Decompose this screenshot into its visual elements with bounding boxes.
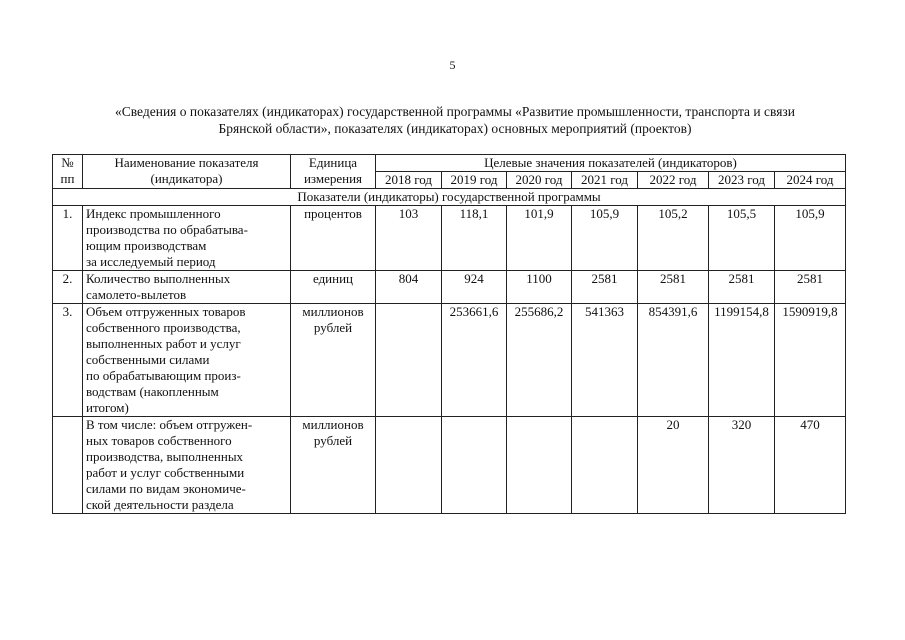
document-heading — [60, 103, 850, 137]
table-row — [53, 271, 846, 304]
value-cell: 2581 — [709, 271, 775, 304]
indicator-name: Объем отгруженных товаров собственного производства, выполненных работ и услуг собственными силами по обрабатывающим произ- водствам (накопленным итогом) — [83, 304, 291, 417]
value-cell: 105,9 — [775, 206, 846, 271]
value-cell: 103 — [376, 206, 442, 271]
indicator-name: Количество выполненных самолето-вылетов — [83, 271, 291, 304]
header-year: 2020 год — [507, 172, 572, 189]
header-year: 2018 год — [376, 172, 442, 189]
header-year: 2023 год — [709, 172, 775, 189]
value-cell — [376, 417, 442, 514]
value-cell — [572, 417, 638, 514]
heading-line-2: Брянской области», показателях (индикаторах) основных мероприятий (проектов) — [218, 121, 692, 136]
table-row — [53, 417, 846, 514]
value-cell: 2581 — [572, 271, 638, 304]
header-unit: Единица измерения — [291, 155, 376, 189]
header-name: Наименование показателя (индикатора) — [83, 155, 291, 189]
header-year: 2019 год — [442, 172, 507, 189]
value-cell: 105,9 — [572, 206, 638, 271]
row-number: 2. — [53, 271, 83, 304]
value-cell: 101,9 — [507, 206, 572, 271]
row-number: 3. — [53, 304, 83, 417]
header-row-1 — [53, 155, 846, 172]
row-number: 1. — [53, 206, 83, 271]
value-cell: 1100 — [507, 271, 572, 304]
header-num: № пп — [53, 155, 83, 189]
value-cell — [507, 417, 572, 514]
indicator-unit: единиц — [291, 271, 376, 304]
table-row — [53, 206, 846, 271]
row-number — [53, 417, 83, 514]
heading-line-1: «Сведения о показателях (индикаторах) государственной программы «Развитие промышленности, транспорта и связи — [115, 104, 795, 119]
header-targets: Целевые значения показателей (индикаторов) — [376, 155, 846, 172]
value-cell: 118,1 — [442, 206, 507, 271]
indicators-table — [52, 154, 846, 514]
section-row — [53, 189, 846, 206]
header-year: 2024 год — [775, 172, 846, 189]
indicator-unit: миллионов рублей — [291, 304, 376, 417]
value-cell: 541363 — [572, 304, 638, 417]
indicator-unit: миллионов рублей — [291, 417, 376, 514]
value-cell: 924 — [442, 271, 507, 304]
value-cell: 470 — [775, 417, 846, 514]
value-cell: 2581 — [775, 271, 846, 304]
value-cell: 804 — [376, 271, 442, 304]
table-row — [53, 304, 846, 417]
value-cell: 854391,6 — [638, 304, 709, 417]
value-cell: 105,2 — [638, 206, 709, 271]
value-cell: 255686,2 — [507, 304, 572, 417]
indicator-name: В том числе: объем отгружен- ных товаров собственного производства, выполненных работ и услуг собственными силами по видам экономиче- ской деятельности раздела — [83, 417, 291, 514]
value-cell: 20 — [638, 417, 709, 514]
value-cell: 320 — [709, 417, 775, 514]
indicator-name: Индекс промышленного производства по обрабатыва- ющим производствам за исследуемый период — [83, 206, 291, 271]
value-cell: 253661,6 — [442, 304, 507, 417]
indicator-unit: процентов — [291, 206, 376, 271]
header-year: 2021 год — [572, 172, 638, 189]
value-cell — [376, 304, 442, 417]
header-year: 2022 год — [638, 172, 709, 189]
value-cell — [442, 417, 507, 514]
value-cell: 105,5 — [709, 206, 775, 271]
value-cell: 1199154,8 — [709, 304, 775, 417]
page-number: 5 — [449, 58, 456, 72]
value-cell: 1590919,8 — [775, 304, 846, 417]
value-cell: 2581 — [638, 271, 709, 304]
section-title: Показатели (индикаторы) государственной программы — [53, 189, 846, 206]
